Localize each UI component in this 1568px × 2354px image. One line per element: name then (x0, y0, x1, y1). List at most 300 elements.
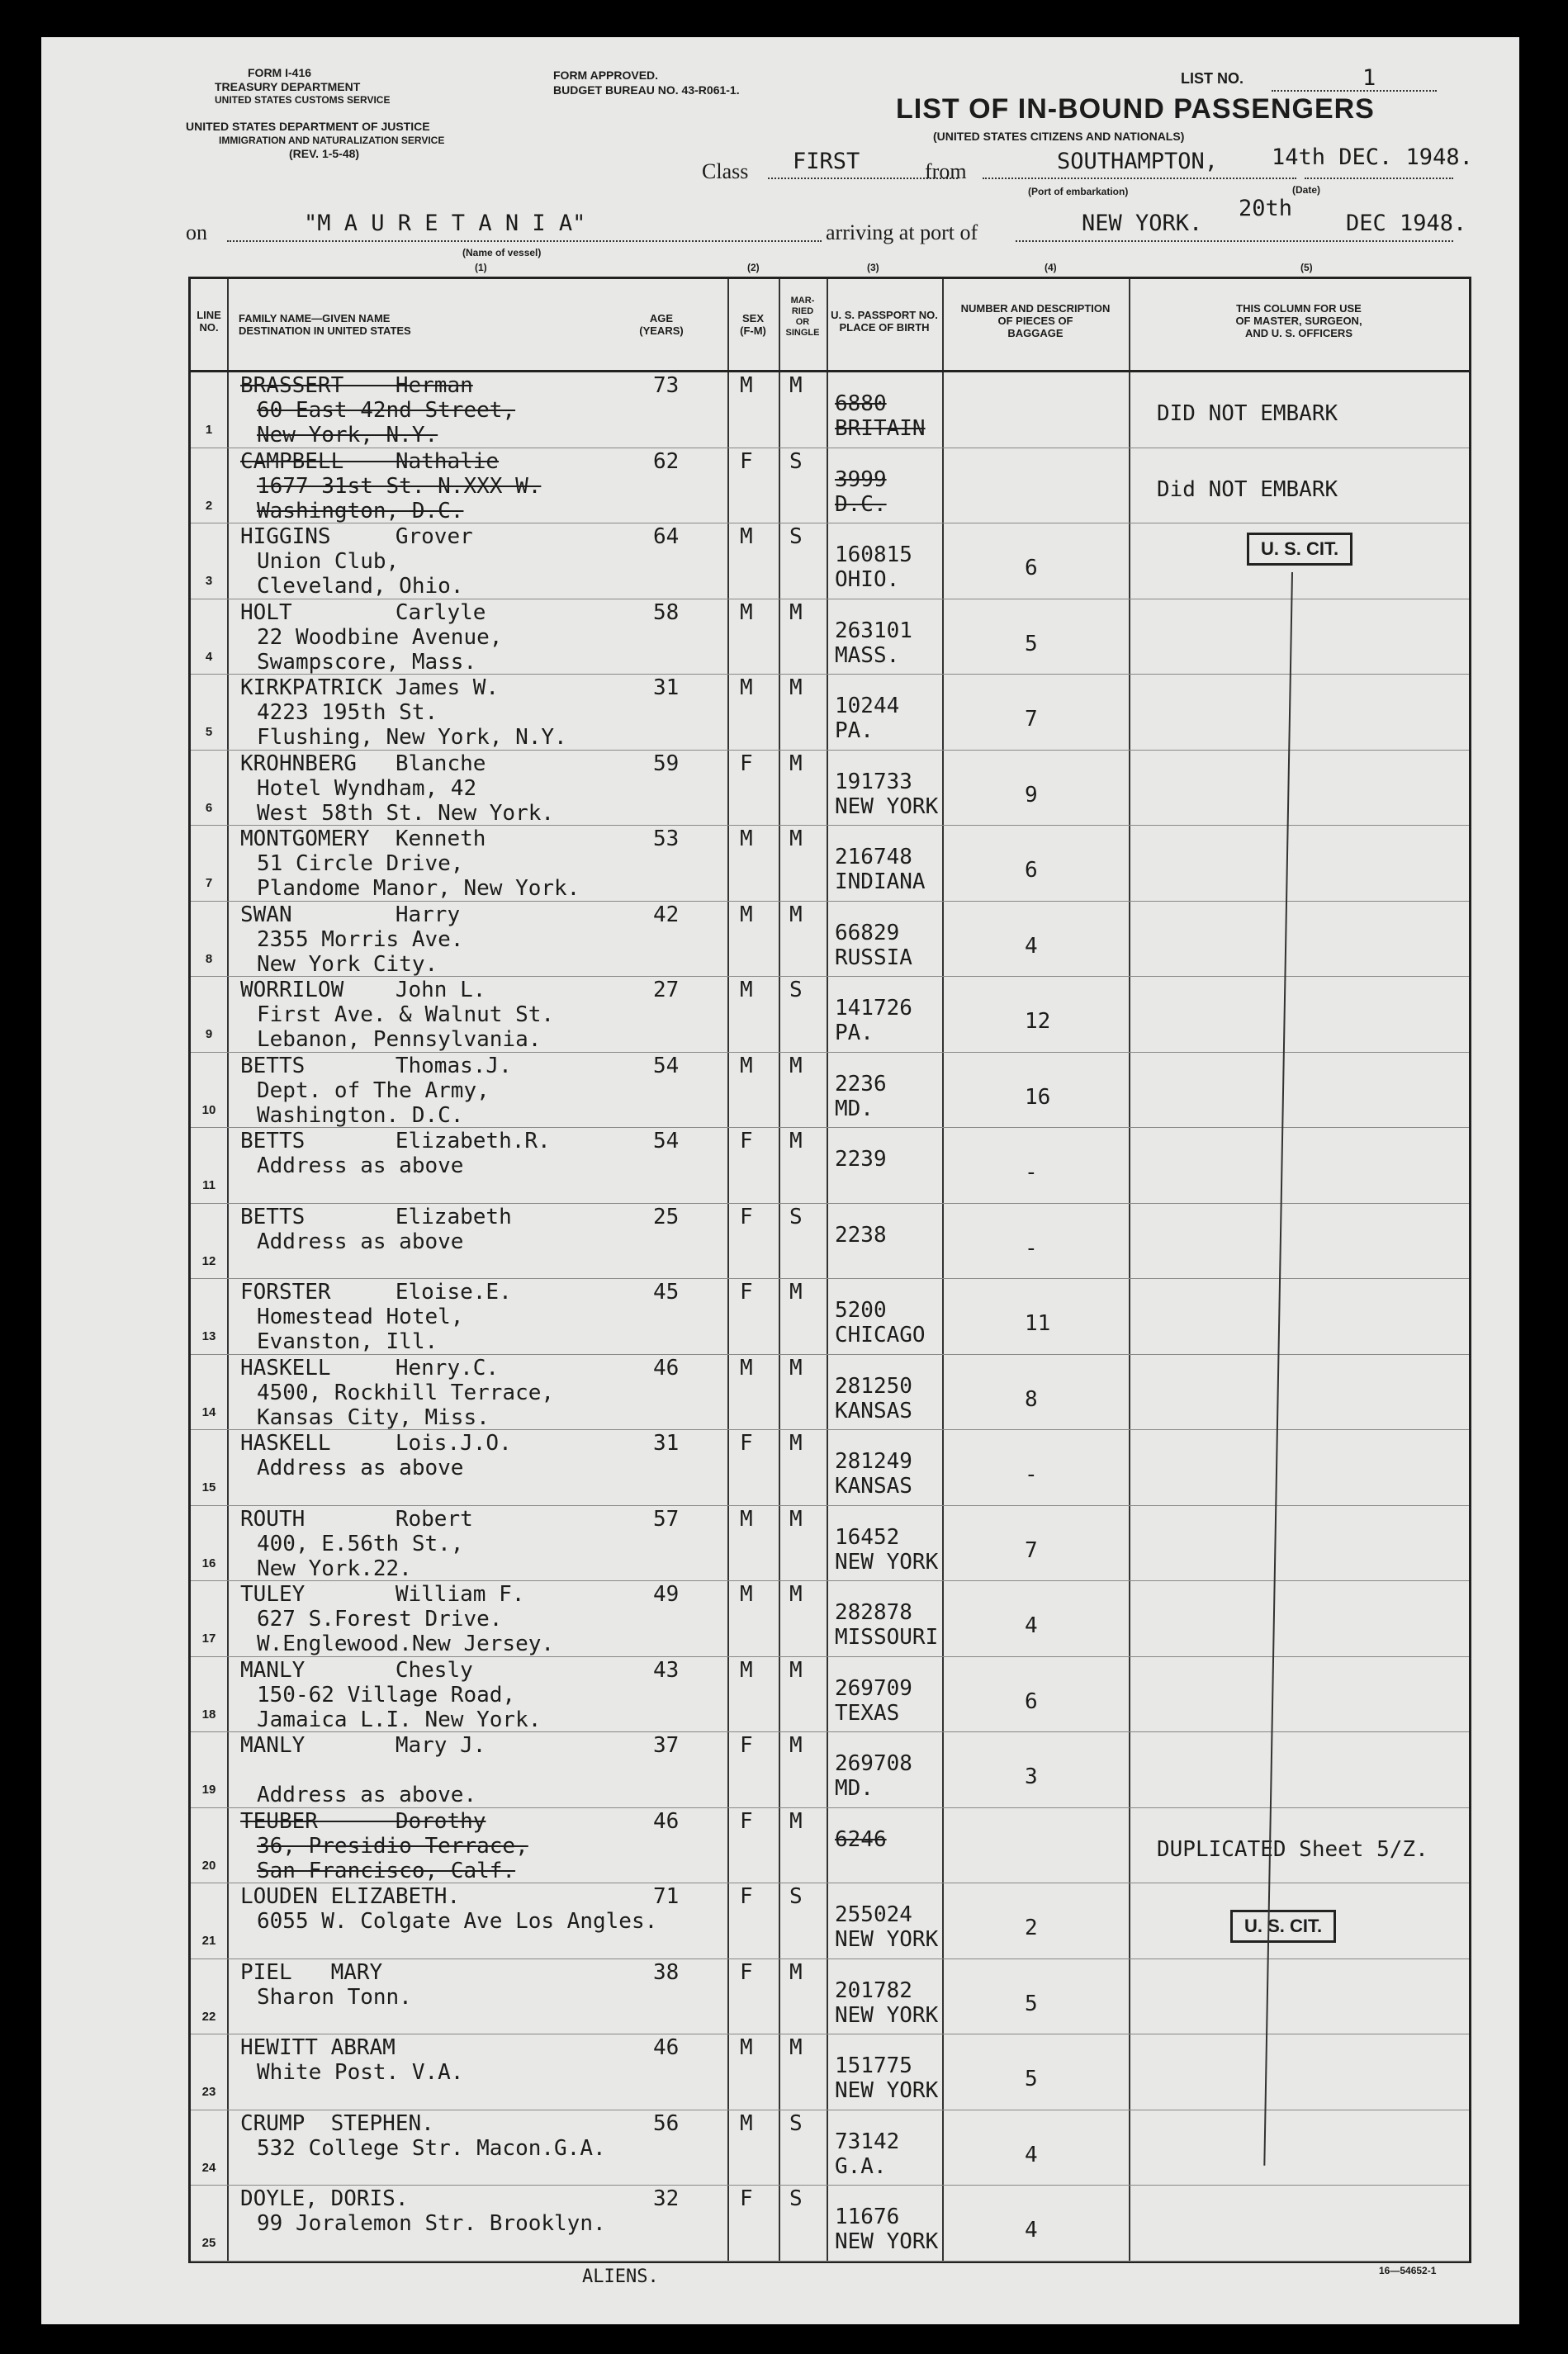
line-number: 25 (201, 2236, 216, 2250)
passenger-name: HIGGINS Grover (240, 524, 473, 549)
line-number: 18 (201, 1707, 216, 1722)
passenger-name: KROHNBERG Blanche (240, 751, 486, 776)
address-line-2: Cleveland, Ohio. (257, 574, 464, 599)
officer-note: Did NOT EMBARK (1157, 476, 1338, 502)
address-line-2: New York, N.Y. (257, 423, 438, 448)
passenger-name: ROUTH Robert (240, 1506, 473, 1532)
address-line-2: San Francisco, Calf. (257, 1858, 516, 1883)
sex-value: M (740, 827, 753, 851)
address-line-1: 51 Circle Drive, (257, 851, 464, 876)
col-header-age: AGE (YEARS) (639, 312, 684, 337)
col-num-2: (2) (747, 262, 760, 273)
line-number: 24 (201, 2160, 216, 2175)
passenger-name: CAMPBELL Nathalie (240, 448, 500, 474)
baggage-count: 6 (1025, 556, 1038, 580)
marital-status: M (789, 1657, 803, 1683)
place-of-birth: NEW YORK (835, 2078, 939, 2103)
marital-status: M (789, 1733, 803, 1758)
age-value: 62 (653, 448, 680, 474)
sex-value: F (740, 1129, 753, 1153)
sex-value: F (740, 1808, 753, 1834)
line-number: 15 (201, 1480, 216, 1494)
passport-number: 10244 (835, 694, 900, 718)
passenger-name: SWAN Harry (240, 902, 461, 927)
line-number: 19 (201, 1783, 216, 1797)
us-citizen-stamp: U. S. CIT. (1230, 1910, 1336, 1943)
table-row (191, 1127, 1469, 1203)
line-number: 8 (205, 951, 213, 966)
address-line-1: 36, Presidio Terrace, (257, 1833, 528, 1859)
address-line-2: Flushing, New York, N.Y. (257, 725, 567, 750)
table-row (191, 372, 1469, 448)
address-line-1: 4223 195th St. (257, 700, 438, 725)
age-value: 31 (653, 675, 680, 700)
address-line-1: Hotel Wyndham, 42 (257, 775, 477, 801)
line-number: 17 (201, 1632, 216, 1646)
baggage-count: 6 (1025, 1689, 1038, 1714)
place-of-birth: MASS. (835, 642, 900, 668)
marital-status: M (789, 1053, 803, 1078)
address-line-1: White Post. V.A. (257, 2060, 464, 2085)
address-line-2: New York City. (257, 951, 438, 977)
address-line-1: 150-62 Village Road, (257, 1682, 516, 1707)
sex-value: F (740, 1959, 753, 1985)
passenger-name: DOYLE, DORIS. (240, 2186, 409, 2211)
table-row (191, 1580, 1469, 1656)
passenger-name: BETTS Elizabeth.R. (240, 1129, 551, 1153)
table-row (191, 901, 1469, 977)
arrival-port: NEW YORK. (1082, 211, 1203, 236)
marital-status: M (789, 1582, 803, 1607)
passport-number: 216748 (835, 845, 912, 869)
baggage-count: 5 (1025, 1991, 1038, 2016)
sex-value: F (740, 1280, 753, 1305)
marital-status: M (789, 675, 803, 700)
marital-status: M (789, 1506, 803, 1532)
table-row (191, 750, 1469, 826)
address-line-1: 22 Woodbine Avenue, (257, 624, 503, 650)
address-line-2: W.Englewood.New Jersey. (257, 1632, 555, 1656)
line-number: 9 (205, 1027, 213, 1041)
marital-status: M (789, 599, 803, 625)
us-citizen-stamp: U. S. CIT. (1247, 533, 1352, 566)
passport-number: 2238 (835, 1222, 887, 1248)
address-line-2: Washington, D.C. (257, 498, 464, 523)
address-line-1: Union Club, (257, 549, 400, 574)
table-row (191, 2110, 1469, 2186)
passenger-name: HEWITT ABRAM (240, 2035, 396, 2060)
place-of-birth: KANSAS (835, 1398, 912, 1423)
address-line-2: Plandome Manor, New York. (257, 876, 580, 901)
address-line-1: 532 College Str. Macon.G.A. (257, 2135, 606, 2161)
table-row (191, 2034, 1469, 2110)
marital-status: M (789, 751, 803, 776)
passenger-name: HASKELL Henry.C. (240, 1355, 500, 1381)
table-row (191, 674, 1469, 750)
address-line-1: Address as above (257, 1456, 464, 1480)
line-number: 6 (205, 800, 213, 815)
passenger-name: MANLY Chesly (240, 1657, 473, 1683)
baggage-count: 2 (1025, 1916, 1038, 1940)
passenger-name: BETTS Thomas.J. (240, 1053, 512, 1078)
line-number: 12 (201, 1253, 216, 1268)
sex-value: M (740, 1657, 753, 1683)
marital-status: M (789, 373, 803, 398)
age-value: 54 (653, 1129, 680, 1153)
passport-number: 6246 (835, 1826, 887, 1852)
form-approved: FORM APPROVED. (553, 69, 659, 82)
passenger-name: HASKELL Lois.J.O. (240, 1431, 512, 1456)
on-label: on (186, 220, 207, 244)
baggage-count: 4 (1025, 933, 1038, 959)
sex-value: F (740, 1204, 753, 1229)
table-row (191, 1959, 1469, 2034)
passenger-name: MANLY Mary J. (240, 1733, 486, 1758)
age-value: 64 (653, 524, 680, 549)
place-of-birth: MD. (835, 1776, 874, 1801)
marital-status: M (789, 1129, 803, 1153)
passenger-name: WORRILOW John L. (240, 978, 486, 1002)
marital-status: S (789, 524, 803, 549)
passport-number: 201782 (835, 1977, 912, 2003)
passport-number: 66829 (835, 920, 900, 945)
table-row (191, 1731, 1469, 1807)
table-row (191, 976, 1469, 1052)
marital-status: S (789, 1204, 803, 1229)
address-line-1: 4500, Rockhill Terrace, (257, 1380, 555, 1405)
place-of-birth: BRITAIN (835, 416, 926, 441)
line-number: 4 (205, 649, 213, 664)
officer-note: DUPLICATED Sheet 5/Z. (1157, 1836, 1428, 1862)
passport-number: 2239 (835, 1147, 887, 1172)
line-number: 13 (201, 1329, 216, 1343)
arrival-day: 20th (1239, 196, 1293, 221)
age-value: 45 (653, 1280, 680, 1305)
col-header-name: FAMILY NAME—GIVEN NAME DESTINATION IN UNITED STATES (239, 312, 411, 337)
line-number: 23 (201, 2085, 216, 2099)
passenger-name: HOLT Carlyle (240, 599, 486, 625)
passport-number: 269708 (835, 1751, 912, 1776)
passport-number: 11676 (835, 2205, 900, 2229)
baggage-count: - (1025, 1160, 1038, 1185)
marital-status: M (789, 1355, 803, 1381)
line-number: 14 (201, 1404, 216, 1419)
address-line-2: Evanston, Ill. (257, 1329, 438, 1354)
col-header-line-no: LINE NO. (197, 309, 221, 334)
address-line-1: 6055 W. Colgate Ave Los Angles. (257, 1909, 658, 1934)
marital-status: S (789, 2186, 803, 2211)
col-header-baggage: NUMBER AND DESCRIPTION OF PIECES OF BAGGAGE (960, 302, 1111, 339)
table-row (191, 1052, 1469, 1128)
place-of-birth: NEW YORK (835, 793, 939, 819)
baggage-count: 3 (1025, 1764, 1038, 1789)
marital-status: M (789, 827, 803, 851)
age-value: 73 (653, 373, 680, 398)
baggage-count: 6 (1025, 858, 1038, 883)
sex-value: M (740, 675, 753, 700)
place-of-birth: NEW YORK (835, 2002, 939, 2028)
sex-value: M (740, 1355, 753, 1381)
sex-value: M (740, 2110, 753, 2136)
baggage-count: - (1025, 1462, 1038, 1487)
baggage-count: 7 (1025, 707, 1038, 732)
line-number: 21 (201, 1934, 216, 1948)
sex-value: M (740, 978, 753, 1002)
place-of-birth: INDIANA (835, 869, 926, 894)
age-value: 53 (653, 827, 680, 851)
address-line-2: Lebanon, Pennsylvania. (257, 1027, 542, 1052)
passport-number: 281249 (835, 1449, 912, 1474)
age-value: 25 (653, 1204, 680, 1229)
place-of-birth: MD. (835, 1096, 874, 1121)
place-of-birth: OHIO. (835, 567, 900, 592)
arrival-date: DEC 1948. (1346, 211, 1467, 236)
address-line-1: 627 S.Forest Drive. (257, 1607, 503, 1632)
line-number: 1 (205, 423, 213, 437)
sex-value: M (740, 524, 753, 549)
passport-number: 281250 (835, 1373, 912, 1399)
age-value: 46 (653, 2035, 680, 2060)
address-line-1: 2355 Morris Ave. (257, 926, 464, 952)
table-row (191, 1203, 1469, 1279)
table-row (191, 599, 1469, 675)
address-line-1: 99 Joralemon Str. Brooklyn. (257, 2211, 606, 2236)
place-of-birth: NEW YORK (835, 1927, 939, 1952)
address-line-2: Kansas City, Miss. (257, 1404, 490, 1430)
address-line-1: Address as above (257, 1229, 464, 1254)
age-value: 38 (653, 1959, 680, 1985)
address-line-1: Homestead Hotel, (257, 1305, 464, 1329)
arriving-label: arriving at port of (826, 220, 978, 244)
vessel-name: "M A U R E T A N I A" (304, 211, 586, 236)
date-caption: (Date) (1292, 184, 1321, 196)
age-value: 57 (653, 1506, 680, 1532)
place-of-birth: PA. (835, 718, 874, 743)
table-row (191, 1656, 1469, 1732)
address-line-2: West 58th St. New York. (257, 800, 555, 826)
line-number: 7 (205, 876, 213, 890)
col-header-passport: U. S. PASSPORT NO. PLACE OF BIRTH (831, 309, 938, 334)
sex-value: F (740, 448, 753, 474)
address-line-1: First Ave. & Walnut St. (257, 1002, 555, 1027)
passenger-name: CRUMP STEPHEN. (240, 2110, 434, 2136)
address-line-1: Sharon Tonn. (257, 1984, 412, 2010)
passenger-name: BETTS Elizabeth (240, 1204, 512, 1229)
baggage-count: - (1025, 1235, 1038, 1261)
marital-status: S (789, 978, 803, 1002)
place-of-birth: TEXAS (835, 1700, 900, 1726)
address-line-2: Washington. D.C. (257, 1102, 464, 1128)
baggage-count: 4 (1025, 2218, 1038, 2243)
line-number: 3 (205, 574, 213, 588)
passport-number: 151775 (835, 2053, 912, 2078)
age-value: 71 (653, 1884, 680, 1909)
passenger-name: TULEY William F. (240, 1582, 525, 1607)
baggage-count: 9 (1025, 782, 1038, 808)
from-label: from (925, 159, 967, 183)
passenger-name: FORSTER Eloise.E. (240, 1280, 512, 1305)
line-number: 20 (201, 1858, 216, 1873)
address-line-1: Address as above (257, 1153, 464, 1178)
address-line-1: 1677 31st St. N.XXX W. (257, 473, 542, 499)
passenger-name: PIEL MARY (240, 1959, 383, 1985)
age-value: 46 (653, 1355, 680, 1381)
marital-status: M (789, 902, 803, 927)
passport-number: 269709 (835, 1675, 912, 1701)
baggage-count: 4 (1025, 2142, 1038, 2167)
col-num-1: (1) (475, 262, 487, 273)
passport-number: 16452 (835, 1524, 900, 1550)
address-line-2: Address as above. (257, 1783, 477, 1807)
baggage-count: 12 (1025, 1009, 1051, 1034)
line-number: 22 (201, 2009, 216, 2024)
marital-status: M (789, 2035, 803, 2060)
passport-number: 191733 (835, 769, 912, 794)
passport-number: 160815 (835, 542, 912, 567)
sex-value: F (740, 2186, 753, 2211)
sex-value: M (740, 1053, 753, 1078)
marital-status: M (789, 1431, 803, 1456)
sex-value: M (740, 373, 753, 398)
age-value: 43 (653, 1657, 680, 1683)
ins-service: IMMIGRATION AND NATURALIZATION SERVICE (219, 135, 445, 146)
age-value: 37 (653, 1733, 680, 1758)
age-value: 31 (653, 1431, 680, 1456)
list-number: 1 (1362, 65, 1376, 91)
vessel-caption: (Name of vessel) (462, 247, 542, 258)
list-number-label: LIST NO. (1181, 70, 1244, 87)
passport-number: 141726 (835, 996, 912, 1021)
embarkation-caption: (Port of embarkation) (1028, 186, 1129, 197)
passport-number: 255024 (835, 1902, 912, 1927)
address-line-1: 60 East 42nd Street, (257, 398, 516, 423)
passenger-name: LOUDEN ELIZABETH. (240, 1884, 461, 1909)
passport-number: 263101 (835, 618, 912, 643)
col-header-officers: THIS COLUMN FOR USE OF MASTER, SURGEON, AND U. S. OFFICERS (1235, 302, 1362, 339)
table-row (191, 2185, 1469, 2261)
place-of-birth: NEW YORK (835, 1549, 939, 1575)
address-line-2: Jamaica L.I. New York. (257, 1707, 542, 1732)
passport-number: 6880 (835, 391, 887, 416)
passport-number: 2236 (835, 1071, 887, 1096)
passport-number: 282878 (835, 1600, 912, 1625)
baggage-count: 7 (1025, 1537, 1038, 1563)
address-line-1: Dept. of The Army, (257, 1078, 490, 1103)
age-value: 27 (653, 978, 680, 1002)
passport-number: 73142 (835, 2129, 900, 2154)
age-value: 32 (653, 2186, 680, 2211)
place-of-birth: G.A. (835, 2153, 887, 2179)
document-title: LIST OF IN-BOUND PASSENGERS (896, 93, 1375, 125)
sex-value: M (740, 1582, 753, 1607)
class-value: FIRST (793, 149, 860, 174)
passenger-name: BRASSERT Herman (240, 373, 473, 398)
col-header-sex: SEX (F-M) (740, 312, 766, 337)
marital-status: S (789, 1884, 803, 1909)
line-number: 11 (202, 1178, 216, 1192)
sex-value: F (740, 751, 753, 776)
print-code: 16—54652-1 (1379, 2265, 1437, 2276)
sex-value: M (740, 2035, 753, 2060)
aliens-label: ALIENS. (582, 2266, 659, 2287)
col-num-4: (4) (1045, 262, 1057, 273)
place-of-birth: KANSAS (835, 1474, 912, 1499)
baggage-count: 8 (1025, 1386, 1038, 1412)
col-num-3: (3) (867, 262, 879, 273)
document-subtitle: (UNITED STATES CITIZENS AND NATIONALS) (933, 130, 1185, 143)
place-of-birth: RUSSIA (835, 945, 912, 970)
marital-status: S (789, 2110, 803, 2136)
treasury-dept: TREASURY DEPARTMENT (215, 80, 361, 93)
budget-bureau: BUDGET BUREAU NO. 43-R061-1. (553, 83, 740, 97)
age-value: 49 (653, 1582, 680, 1607)
col-num-5: (5) (1300, 262, 1313, 273)
customs-service: UNITED STATES CUSTOMS SERVICE (215, 94, 391, 106)
sex-value: M (740, 599, 753, 625)
place-of-birth: PA. (835, 1021, 874, 1045)
age-value: 54 (653, 1053, 680, 1078)
place-of-birth: CHICAGO (835, 1323, 926, 1348)
marital-status: M (789, 1808, 803, 1834)
address-line-2: Swampscore, Mass. (257, 649, 477, 675)
passenger-list-sheet (41, 37, 1519, 2324)
baggage-count: 5 (1025, 631, 1038, 656)
form-number: FORM I-416 (248, 66, 312, 79)
table-row (191, 825, 1469, 901)
passenger-name: KIRKPATRICK James W. (240, 675, 500, 700)
line-number: 5 (205, 725, 213, 739)
justice-dept: UNITED STATES DEPARTMENT OF JUSTICE (186, 120, 430, 133)
line-number: 2 (205, 498, 213, 513)
address-line-1: 400, E.56th St., (257, 1531, 464, 1556)
line-number: 16 (201, 1556, 216, 1570)
passport-number: 3999 (835, 467, 887, 492)
place-of-birth: D.C. (835, 491, 887, 517)
age-value: 56 (653, 2110, 680, 2136)
revision: (REV. 1-5-48) (289, 147, 360, 160)
place-of-birth: NEW YORK (835, 2229, 939, 2254)
baggage-count: 5 (1025, 2067, 1038, 2091)
table-row (191, 448, 1469, 523)
table-row (191, 1807, 1469, 1883)
passenger-name: MONTGOMERY Kenneth (240, 827, 486, 851)
passenger-name: TEUBER Dorothy (240, 1808, 486, 1834)
age-value: 42 (653, 902, 680, 927)
age-value: 58 (653, 599, 680, 625)
age-value: 46 (653, 1808, 680, 1834)
sex-value: F (740, 1884, 753, 1909)
passport-number: 5200 (835, 1298, 887, 1323)
class-label: Class (702, 159, 749, 183)
marital-status: M (789, 1959, 803, 1985)
col-header-married: MAR- RIED OR SINGLE (785, 296, 820, 338)
age-value: 59 (653, 751, 680, 776)
marital-status: M (789, 1280, 803, 1305)
line-number: 10 (201, 1102, 216, 1117)
table-row (191, 1505, 1469, 1581)
sex-value: F (740, 1431, 753, 1456)
baggage-count: 11 (1025, 1311, 1051, 1336)
baggage-count: 4 (1025, 1613, 1038, 1638)
sex-value: F (740, 1733, 753, 1758)
port-of-embarkation: SOUTHAMPTON, (1057, 149, 1219, 174)
sex-value: M (740, 1506, 753, 1532)
place-of-birth: MISSOURI (835, 1625, 939, 1650)
baggage-count: 16 (1025, 1084, 1051, 1110)
marital-status: S (789, 448, 803, 474)
address-line-2: New York.22. (257, 1556, 412, 1581)
embarkation-date: 14th DEC. 1948. (1272, 144, 1473, 170)
